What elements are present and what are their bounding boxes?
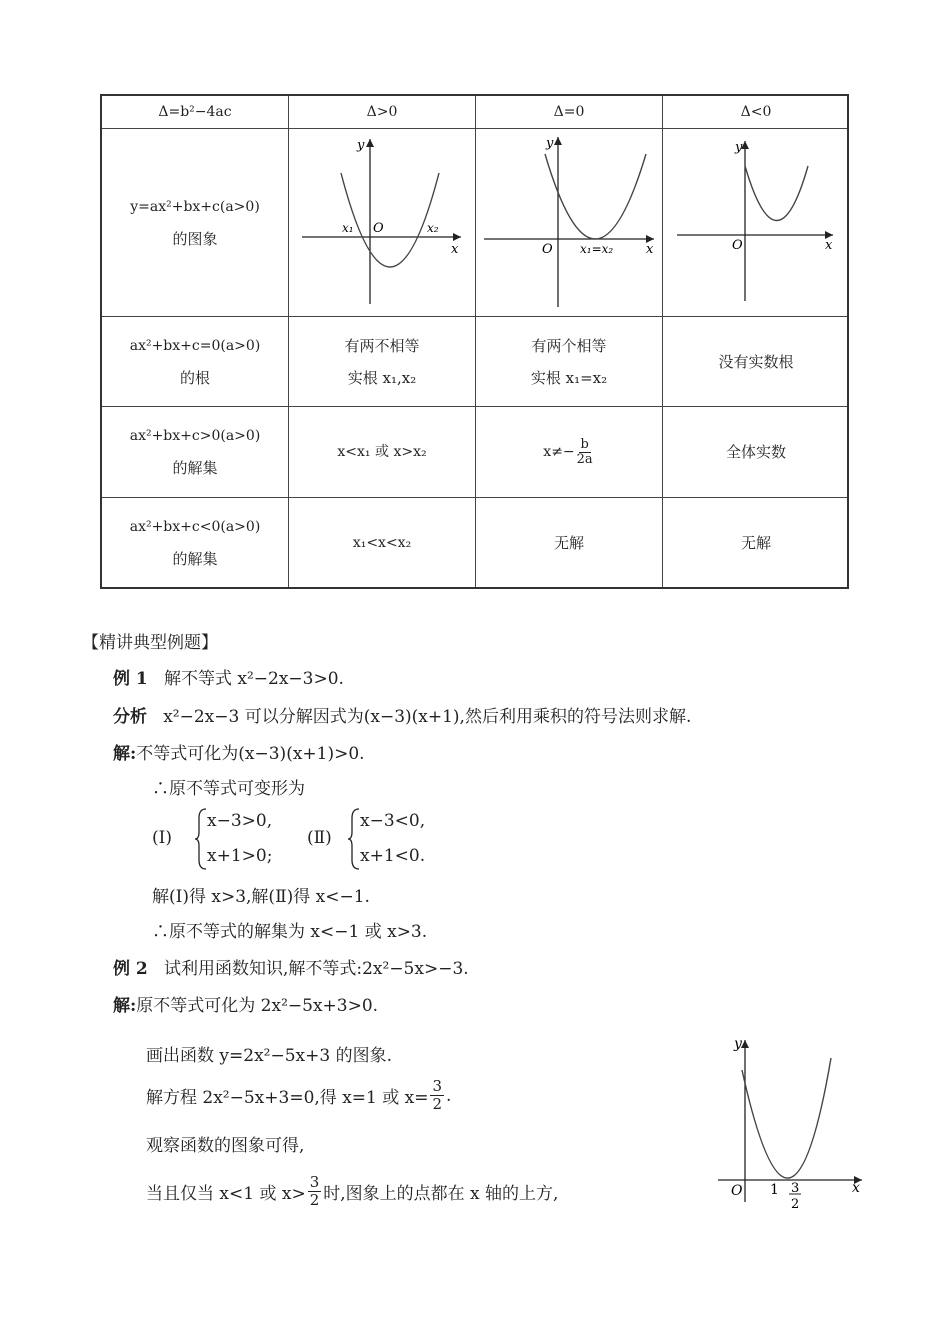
system-1-ineq-a: x−3>0,	[207, 811, 273, 831]
svg-text:x: x	[852, 1180, 860, 1196]
header-positive: Δ>0	[366, 104, 398, 120]
graph-two-roots	[289, 129, 475, 316]
graph-double-root	[476, 129, 662, 316]
svg-text:x₁=x₂: x₁=x₂	[580, 242, 614, 256]
svg-text:O: O	[731, 1183, 743, 1199]
svg-text:x: x	[825, 238, 833, 253]
system-1-brace	[195, 808, 207, 870]
row-lt-label: ax²+bx+c<0(a>0) 的解集	[129, 518, 261, 568]
example-1-solution: 解:不等式可化为(x−3)(x+1)>0.	[113, 744, 365, 764]
example-2-graph	[712, 1030, 872, 1215]
lt-no-roots: 无解	[740, 533, 771, 552]
svg-text:O: O	[732, 238, 743, 253]
gt-double-root: x≠− $\frac{b}{2a}$	[543, 436, 593, 467]
svg-text:y: y	[734, 1036, 742, 1052]
lt-double-root: 无解	[553, 533, 584, 552]
svg-text:O: O	[542, 242, 553, 257]
roots-equal: 有两个相等 实根 x₁=x₂	[530, 336, 608, 387]
lt-two-roots: x₁<x<x₂	[352, 534, 412, 551]
svg-text:x₁: x₁	[342, 221, 354, 235]
fraction-b-over-2a: $\frac{b}{2a}$	[576, 436, 593, 467]
svg-text:y: y	[357, 138, 365, 153]
header-zero: Δ=0	[553, 104, 585, 120]
roots-two: 有两不相等 实根 x₁,x₂	[344, 336, 420, 387]
example-1: 例 1 解不等式 x²−2x−3>0.	[113, 669, 344, 689]
svg-text:3: 3	[791, 1181, 800, 1196]
example-1-analysis: 分析 x²−2x−3 可以分解因式为(x−3)(x+1),然后利用乘积的符号法则求解.	[113, 707, 692, 727]
system-2-tag: (Ⅱ)	[307, 828, 332, 848]
svg-text:x₂: x₂	[427, 221, 439, 235]
svg-text:y: y	[735, 140, 743, 155]
fraction-3-over-2: $\frac{3}{2}$	[309, 1173, 320, 1209]
svg-text:1: 1	[770, 1182, 779, 1198]
svg-text:x: x	[646, 242, 654, 257]
roots-none: 没有实数根	[718, 352, 794, 371]
system-1-ineq-b: x+1>0;	[207, 846, 273, 866]
header-discriminant: Δ=b²−4ac	[158, 104, 232, 120]
row-roots-label: ax²+bx+c=0(a>0) 的根	[129, 337, 261, 387]
system-1-tag: (Ⅰ)	[152, 828, 172, 848]
section-title: 【精讲典型例题】	[82, 633, 218, 653]
graph-no-roots	[663, 129, 849, 316]
example-2: 例 2 试利用函数知识,解不等式:2x²−5x>−3.	[113, 959, 469, 979]
example-1-step3: 解(Ⅰ)得 x>3,解(Ⅱ)得 x<−1.	[152, 887, 370, 907]
example-2-step3: 观察函数的图象可得,	[146, 1136, 305, 1156]
row-graph-label: y=ax²+bx+c(a>0) 的图象	[130, 198, 260, 248]
fraction-3-over-2: $\frac{3}{2}$	[432, 1077, 443, 1113]
example-2-step1: 画出函数 y=2x²−5x+3 的图象.	[146, 1046, 392, 1066]
example-1-step2: ∴原不等式可变形为	[152, 779, 305, 799]
system-2-ineq-b: x+1<0.	[360, 846, 426, 866]
svg-text:x: x	[451, 242, 459, 257]
svg-text:O: O	[373, 221, 384, 236]
example-2-solution: 解:原不等式可化为 2x²−5x+3>0.	[113, 996, 379, 1016]
gt-two-roots: x<x₁ 或 x>x₂	[337, 444, 427, 460]
row-gt-label: ax²+bx+c>0(a>0) 的解集	[129, 428, 261, 477]
svg-text:y: y	[546, 136, 554, 151]
example-1-conclusion: ∴原不等式的解集为 x<−1 或 x>3.	[152, 922, 428, 942]
system-2-brace	[348, 808, 360, 870]
example-2-step2: 解方程 2x²−5x+3=0,得 x=1 或 x= $\frac{3}{2}$ .	[146, 1077, 452, 1113]
svg-text:2: 2	[791, 1197, 800, 1212]
system-2-ineq-a: x−3<0,	[360, 811, 426, 831]
gt-no-roots: 全体实数	[725, 443, 786, 461]
comparison-table	[100, 94, 849, 589]
example-2-step4: 当且仅当 x<1 或 x> $\frac{3}{2}$ 时,图象上的点都在 x 轴的上方,	[146, 1173, 559, 1209]
header-negative: Δ<0	[740, 104, 772, 120]
